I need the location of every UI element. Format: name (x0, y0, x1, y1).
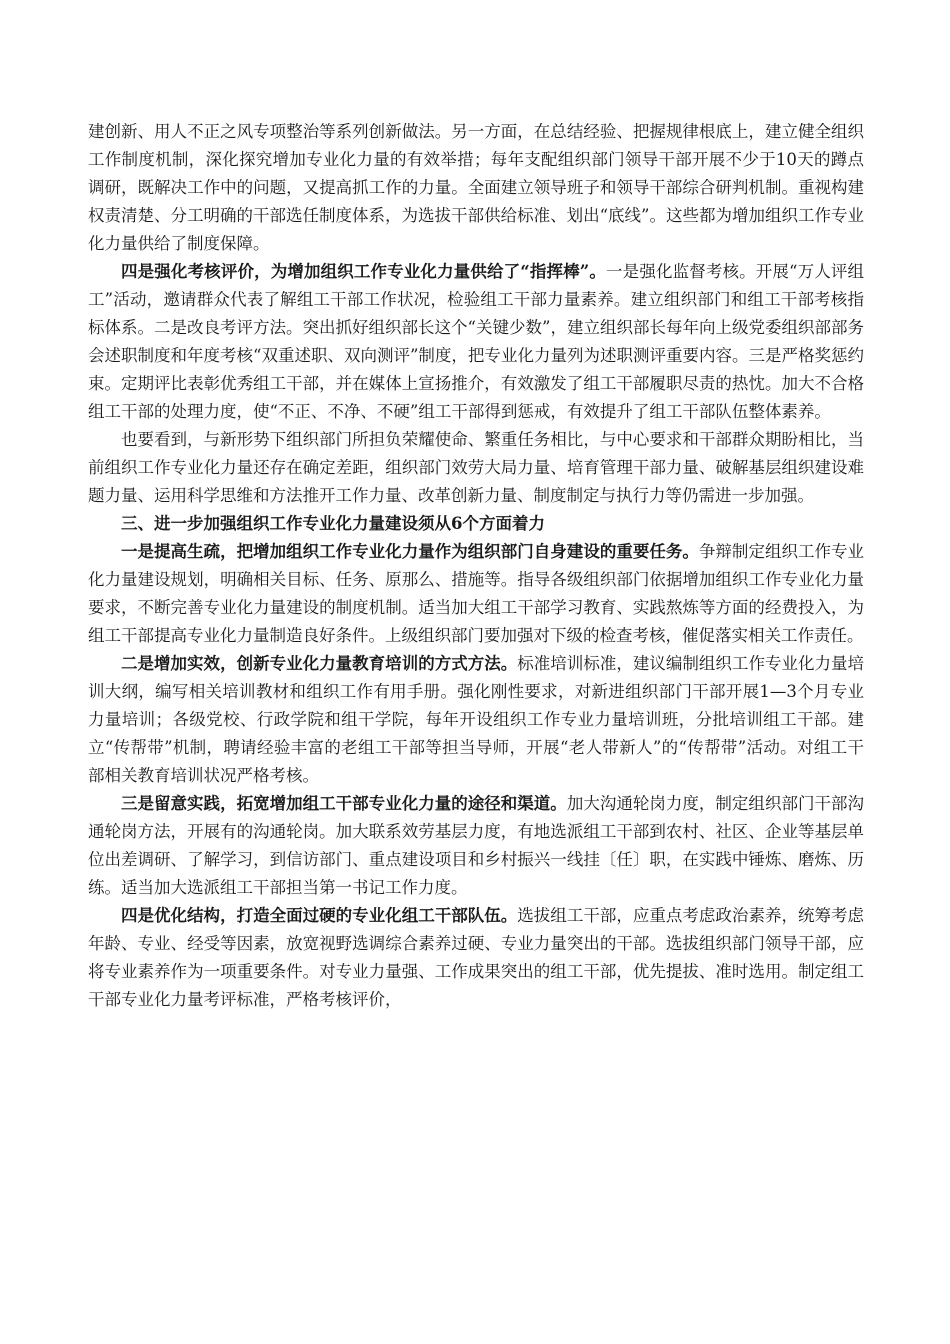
paragraph-body: 标准培训标准，建议编制组织工作专业化力量培训大纲，编写相关培训教材和组织工作有用手册。强化刚性要求，对新进组织部门干部开展1—3个月专业力量培训；各级党校、行政学院和组干学院，每年开设组织工作专业力量培训班，分批培训组工干部。建立“传帮带”机制，聘请经验丰富的老组工干部等担当导师，开展“老人带新人”的“传帮带”活动。对组工干部相关教育培训状况严格考核。 (88, 654, 865, 785)
paragraph-point-2 (88, 650, 864, 790)
document-page (88, 118, 864, 1014)
section-heading: 三、进一步加强组织工作专业化力量建设须从6个方面着力 (121, 514, 545, 533)
paragraph-body: 一是强化监督考核。开展“万人评组工”活动，邀请群众代表了解组工干部工作状况，检验组工干部力量素养。建立组织部门和组工干部考核指标体系。二是改良考评方法。突出抓好组织部长这个“关键少数”，建立组织部长每年向上级党委组织部部务会述职制度和年度考核“双重述职、双向测评”制度，把专业化力量列为述职测评重要内容。三是严格奖惩约束。定期评比表彰优秀组工干部，并在媒体上宣扬推介，有效激发了组工干部履职尽责的热忱。加大不合格组工干部的处理力度，使“不正、不净、不硬”组工干部得到惩戒，有效提升了组工干部队伍整体素养。 (88, 262, 865, 421)
paragraph-body: 加大沟通轮岗力度，制定组织部门干部沟通轮岗方法，开展有的沟通轮岗。加大联系效劳基层力度，有地选派组工干部到农村、社区、企业等基层单位出差调研、了解学习，到信访部门、重点建设项目和乡村振兴一线挂〔任〕职，在实践中锤炼、磨炼、历练。适当加大选派组工干部担当第一书记工作力度。 (88, 794, 865, 897)
paragraph-lead: 二是增加实效，创新专业化力量教育培训的方式方法。 (121, 654, 518, 673)
paragraph-body: 选拔组工干部，应重点考虑政治素养，统筹考虑年龄、专业、经受等因素，放宽视野选调综合素养过硬、专业力量突出的干部。选拔组织部门领导干部，应将专业素养作为一项重要条件。对专业力量强、工作成果突出的组工干部，优先提拔、准时选用。制定组工干部专业化力量考评标准，严格考核评价， (88, 906, 865, 1009)
paragraph-gaps (88, 426, 864, 510)
paragraph-body: 争辩制定组织工作专业化力量建设规划，明确相关目标、任务、原那么、措施等。指导各级组织部门依据增加组织工作专业化力量要求，不断完善专业化力量建设的制度机制。适当加大组工干部学习教育、实践熬炼等方面的经费投入，为组工干部提高专业化力量制造良好条件。上级组织部门要加强对下级的检查考核，催促落实相关工作责任。 (88, 542, 865, 645)
paragraph-body: 也要看到，与新形势下组织部门所担负荣耀使命、繁重任务相比，与中心要求和干部群众期盼相比，当前组织工作专业化力量还存在确定差距，组织部门效劳大局力量、培育管理干部力量、破解基层组织建设难题力量、运用科学思维和方法推开工作力量、改革创新力量、制度制定与执行力等仍需进一步加强。 (88, 430, 864, 505)
paragraph-point-3 (88, 790, 864, 902)
paragraph-lead: 一是提高生疏，把增加组织工作专业化力量作为组织部门自身建设的重要任务。 (121, 542, 699, 561)
paragraph-lead: 四是优化结构，打造全面过硬的专业化组工干部队伍。 (121, 906, 518, 925)
paragraph-lead: 三是留意实践，拓宽增加组工干部专业化力量的途径和渠道。 (121, 794, 567, 813)
paragraph-continuation (88, 118, 864, 258)
paragraph-point-1 (88, 538, 864, 650)
paragraph-assessment (88, 258, 864, 426)
paragraph-lead: 四是强化考核评价，为增加组织工作专业化力量供给了“指挥棒”。 (121, 262, 607, 281)
paragraph-point-4 (88, 902, 864, 1014)
paragraph-body: 建创新、用人不正之风专项整治等系列创新做法。另一方面，在总结经验、把握规律根底上，建立健全组织工作制度机制，深化探究增加专业化力量的有效举措；每年支配组织部门领导干部开展不少于10天的蹲点调研，既解决工作中的问题，又提高抓工作的力量。全面建立领导班子和领导干部综合研判机制。重视构建权责清楚、分工明确的干部选任制度体系，为选拔干部供给标准、划出“底线”。这些都为增加组织工作专业化力量供给了制度保障。 (88, 122, 864, 253)
